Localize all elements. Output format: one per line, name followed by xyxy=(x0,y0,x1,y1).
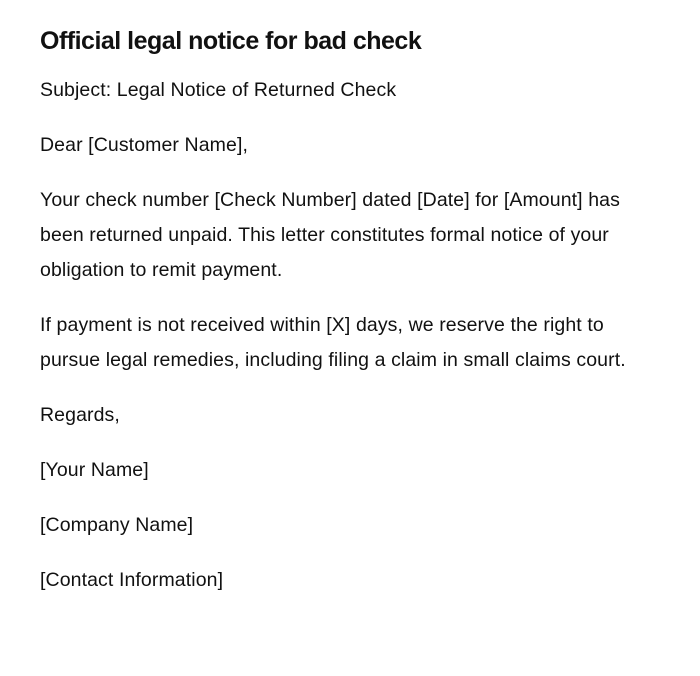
signature-company: [Company Name] xyxy=(40,514,194,536)
document-title: Official legal notice for bad check xyxy=(40,27,422,55)
salutation: Dear [Customer Name], xyxy=(40,134,248,156)
signature-name: [Your Name] xyxy=(40,459,149,481)
body-paragraph-2: If payment is not received within [X] days, we reserve the right to pursue legal remedies, including filing a claim in small claims court. xyxy=(40,314,626,371)
body-paragraph-1: Your check number [Check Number] dated [Date] for [Amount] has been returned unpaid. This letter constitutes formal notice of your obligation to remit payment. xyxy=(40,189,620,281)
closing: Regards, xyxy=(40,404,120,426)
subject-line: Subject: Legal Notice of Returned Check xyxy=(40,79,397,101)
signature-contact: [Contact Information] xyxy=(40,569,224,591)
